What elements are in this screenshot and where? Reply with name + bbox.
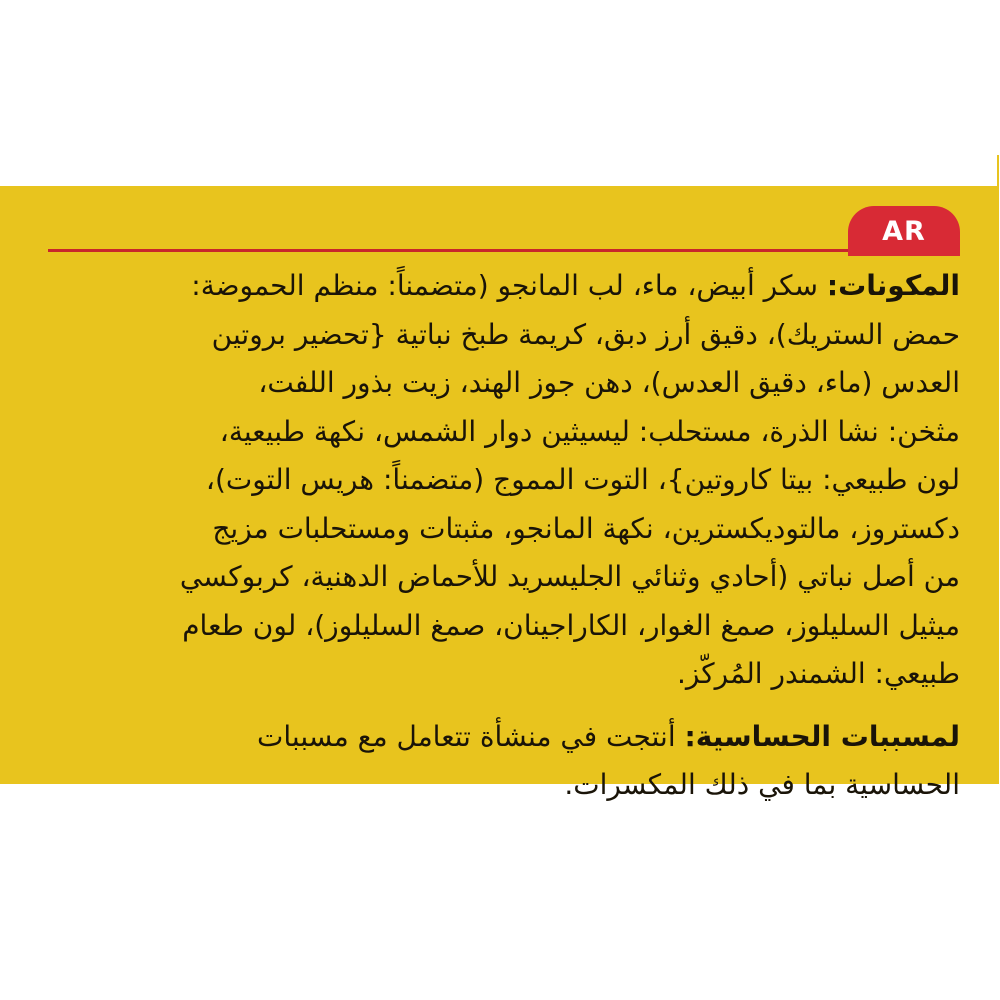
- language-tab: AR: [848, 206, 960, 256]
- ingredients-line: حمض الستريك)، دقيق أرز دبق، كريمة طبخ نباتية {تحضير بروتين: [211, 317, 960, 351]
- allergens-paragraph: [55, 713, 960, 810]
- ingredients-line: سكر أبيض، ماء، لب المانجو (متضمناً: منظم الحموضة:: [191, 269, 818, 302]
- ingredients-paragraph: [55, 262, 960, 699]
- divider-rule: [48, 249, 858, 252]
- panel-edge: [997, 155, 999, 784]
- allergens-label: لمسببات الحساسية:: [684, 719, 960, 753]
- ingredients-line: دكستروز، مالتوديكسترين، نكهة المانجو، مثبتات ومستحلبات مزيج: [212, 511, 960, 545]
- allergens-line: الحساسية بما في ذلك المكسرات.: [564, 768, 960, 801]
- ingredients-line: طبيعي: الشمندر المُركّز.: [676, 657, 960, 690]
- ingredients-line: العدس (ماء، دقيق العدس)، دهن جوز الهند، زيت بذور اللفت،: [258, 366, 960, 399]
- ingredients-text: [55, 262, 960, 810]
- ingredients-label: المكونات:: [826, 269, 960, 302]
- ingredients-line: لون طبيعي: بيتا كاروتين}، التوت المموج (متضمناً: هريس التوت)،: [205, 463, 960, 496]
- ingredients-line: من أصل نباتي (أحادي وثنائي الجليسريد للأحماض الدهنية، كربوكسي: [179, 560, 960, 593]
- ingredients-line: مثخن: نشا الذرة، مستحلب: ليسيثين دوار الشمس، نكهة طبيعية،: [219, 414, 960, 448]
- allergens-line: أنتجت في منشأة تتعامل مع مسببات: [257, 719, 676, 753]
- ingredients-line: ميثيل السليلوز، صمغ الغوار، الكاراجينان، صمغ السليلوز)، لون طعام: [182, 608, 960, 642]
